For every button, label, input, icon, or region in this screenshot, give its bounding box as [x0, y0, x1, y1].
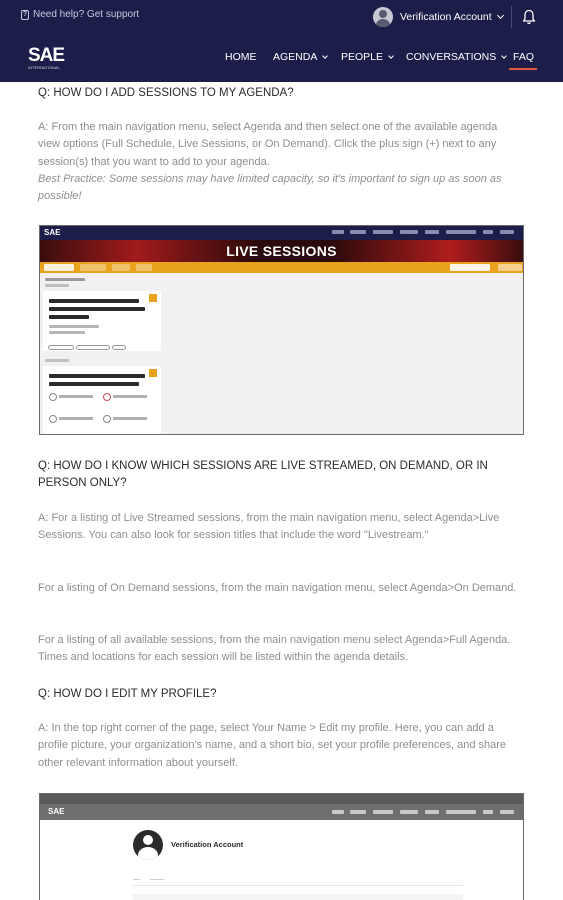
- screenshot-nav-item: [350, 810, 366, 814]
- screenshot-logo: SAE: [48, 807, 65, 816]
- screenshot-tag: [76, 345, 110, 350]
- screenshot-nav-item: [400, 810, 418, 814]
- nav-conversations[interactable]: [406, 51, 506, 63]
- screenshot-profile-field: [133, 894, 463, 900]
- screenshot-toolbar-button: [498, 264, 522, 271]
- screenshot-line: [49, 331, 85, 334]
- faq-answer-1: [38, 119, 518, 205]
- main-navigation: [0, 34, 563, 82]
- screenshot-logo: SAE: [44, 228, 61, 237]
- faq-best-practice: Best Practice: Some sessions may have limited capacity, so it's important to sign up as soon as possible!: [38, 172, 502, 203]
- nav-conversations-label: CONVERSATIONS: [406, 51, 497, 63]
- avatar: [133, 830, 163, 860]
- screenshot-line: [49, 382, 139, 386]
- screenshot-nav-item: [373, 810, 393, 814]
- screenshot-nav-item: [446, 810, 476, 814]
- faq-answer-3: A: In the top right corner of the page, select Your Name > Edit my profile. Here, you can add a profile picture, your organization's name, and a short bio, set your profile preferences, and share other relevant information about yourself.: [38, 722, 507, 769]
- faq-answer-2a: A: For a listing of Live Streamed sessions, from the main navigation menu, select Agenda>Live Sessions. You can also look for session titles that include the word "Livestream.": [38, 512, 500, 542]
- screenshot-session-card: [43, 366, 161, 435]
- screenshot-profile: [39, 793, 524, 900]
- screenshot-nav-item: [425, 230, 439, 234]
- banner-title: LIVE SESSIONS: [226, 243, 337, 259]
- account-name: Verification Account: [400, 11, 492, 23]
- bell-icon[interactable]: [522, 9, 536, 25]
- nav-home-label: HOME: [225, 51, 257, 63]
- screenshot-speaker: [103, 393, 153, 411]
- screenshot-time-label: [45, 284, 69, 287]
- faq-question-2: Q: HOW DO I KNOW WHICH SESSIONS ARE LIVE STREAMED, ON DEMAND, OR IN PERSON ONLY?: [38, 460, 488, 489]
- screenshot-toolbar-button: [44, 264, 74, 271]
- screenshot-body: [40, 273, 524, 435]
- screenshot-toolbar-button: [112, 264, 130, 271]
- screenshot-topbar: [40, 794, 523, 804]
- top-utility-bar: [0, 0, 563, 34]
- screenshot-nav-item: [350, 230, 366, 234]
- screenshot-nav-item: [373, 230, 393, 234]
- screenshot-speaker: [49, 415, 99, 433]
- help-link[interactable]: [21, 9, 139, 20]
- nav-home[interactable]: [225, 51, 257, 63]
- avatar: [373, 7, 393, 27]
- nav-faq[interactable]: [513, 51, 534, 63]
- screenshot-nav-item: [500, 230, 514, 234]
- live-sessions-banner: [40, 240, 523, 262]
- screenshot-line: [49, 299, 139, 303]
- help-icon: ?: [22, 10, 28, 18]
- faq-answer-2b: For a listing of On Demand sessions, from the main navigation menu, select Agenda>On Demand.: [38, 582, 517, 594]
- screenshot-nav-item: [483, 810, 493, 814]
- divider: [133, 885, 463, 886]
- screenshot-toolbar-button: [136, 264, 152, 271]
- nav-people[interactable]: [341, 51, 393, 63]
- screenshot-nav-item: [483, 230, 493, 234]
- screenshot-nav-item: [400, 230, 418, 234]
- chevron-down-icon: [323, 53, 329, 59]
- faq-question-1: Q: HOW DO I ADD SESSIONS TO MY AGENDA?: [38, 87, 294, 99]
- sae-logo[interactable]: [28, 45, 64, 70]
- chevron-down-icon: [388, 53, 394, 59]
- screenshot-line: [49, 325, 99, 328]
- logo-text: SAE: [28, 45, 65, 66]
- screenshot-nav-item: [500, 810, 514, 814]
- screenshot-tag: [48, 345, 74, 350]
- screenshot-line: [49, 374, 145, 378]
- screenshot-toolbar: [40, 262, 523, 273]
- screenshot-session-list: [43, 275, 161, 435]
- logo-subtext: INTERNATIONAL: [28, 65, 60, 70]
- screenshot-nav-item: [332, 230, 344, 234]
- divider: [511, 6, 512, 28]
- screenshot-nav-item: [446, 230, 476, 234]
- screenshot-tag: [112, 345, 126, 350]
- screenshot-profile-tabs: ── ────: [133, 877, 165, 883]
- screenshot-nav: [40, 804, 523, 820]
- screenshot-nav-item: [332, 810, 344, 814]
- screenshot-speaker: [103, 415, 153, 433]
- screenshot-session-card: [43, 291, 161, 351]
- help-text: Need help? Get support: [33, 9, 140, 20]
- faq-question-3: Q: HOW DO I EDIT MY PROFILE?: [38, 688, 217, 700]
- nav-people-label: PEOPLE: [341, 51, 384, 63]
- account-menu[interactable]: [373, 7, 503, 27]
- plus-icon: [149, 294, 157, 302]
- nav-agenda[interactable]: [273, 51, 327, 63]
- plus-icon: [149, 369, 157, 377]
- screenshot-toolbar-button: [80, 264, 106, 271]
- screenshot-topbar: [40, 226, 523, 240]
- screenshot-profile-body: [40, 820, 524, 900]
- screenshot-search: [450, 264, 490, 271]
- nav-active-indicator: [509, 68, 537, 70]
- screenshot-time-label: [45, 359, 69, 362]
- nav-faq-label: FAQ: [513, 51, 535, 63]
- screenshot-profile-name: Verification Account: [171, 840, 244, 849]
- faq-answer-1-text: A: From the main navigation menu, select Agenda and then select one of the available agenda view options (Full Schedule, Live Sessions, or On Demand). Click the plus sign (+) next to any session(s) that you want to add to your agenda.: [38, 121, 498, 168]
- nav-agenda-label: AGENDA: [273, 51, 318, 63]
- screenshot-nav-item: [425, 810, 439, 814]
- screenshot-date-label: [45, 278, 85, 281]
- screenshot-speaker: [49, 393, 99, 411]
- faq-answer-2c: For a listing of all available sessions, from the main navigation menu select Agenda>Full Agenda. Times and locations for each session will be listed within the agenda details.: [38, 634, 511, 664]
- chevron-down-icon: [497, 12, 504, 19]
- chevron-down-icon: [501, 53, 507, 59]
- screenshot-line: [49, 315, 89, 319]
- screenshot-line: [49, 307, 145, 311]
- screenshot-live-sessions: [39, 225, 524, 435]
